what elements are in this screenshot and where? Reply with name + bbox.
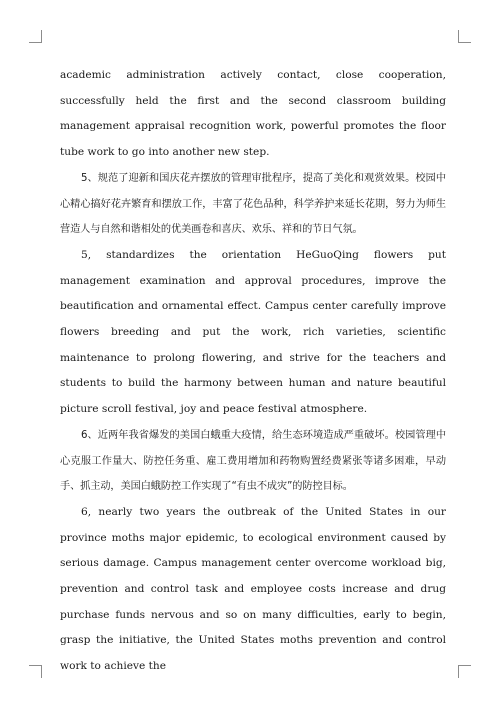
- paragraph-chinese-item-6: 6、近两年我省爆发的美国白蛾重大疫情，给生态环境造成严重破坏。校园管理中心克服工作量大、防控任务重、雇工费用增加和药物购置经费紧张等诸多困难，早动手、抓主动，美国白蛾防控工作实现了“有虫不成灾”的防控目标。: [60, 429, 446, 493]
- crop-mark-top-right: [458, 30, 471, 43]
- crop-mark-bottom-right: [458, 665, 471, 678]
- paragraph-english-intro: academic administration actively contact, close cooperation, successfully held the first and the second classroom building management appraisal recognition work, powerful promotes the floor tube work to go into another new step.: [60, 69, 446, 159]
- crop-mark-top-left: [29, 30, 42, 43]
- paragraph-english-item-5: 5, standardizes the orientation HeGuoQing flowers put management examination and approval procedures, improve the beautification and ornamental effect. Campus center carefully improve flowers breeding and put the work, rich varieties, scientific maintenance to prolong flowering, and strive for the teachers and students to build the harmony between human and nature beautiful picture scroll festival, joy and peace festival atmosphere.: [60, 248, 446, 416]
- paragraph-chinese-item-5: 5、规范了迎新和国庆花卉摆放的管理审批程序，提高了美化和观赏效果。校园中心精心搞好花卉繁育和摆放工作，丰富了花色品种，科学养护来延长花期，努力为师生营造人与自然和谐相处的优美画卷和喜庆、欢乐、祥和的节日气氛。: [60, 172, 446, 236]
- document-body: [60, 63, 446, 680]
- paragraph-english-item-6: 6, nearly two years the outbreak of the United States in our province moths major epidemic, to ecological environment caused by serious damage. Campus management center overcome workload big, prevention and control task and employee costs increase and drug purchase funds nervous and so on many difficulties, early to begin, grasp the initiative, the United States moths prevention and control work to achieve the: [60, 505, 446, 673]
- crop-mark-bottom-left: [29, 665, 42, 678]
